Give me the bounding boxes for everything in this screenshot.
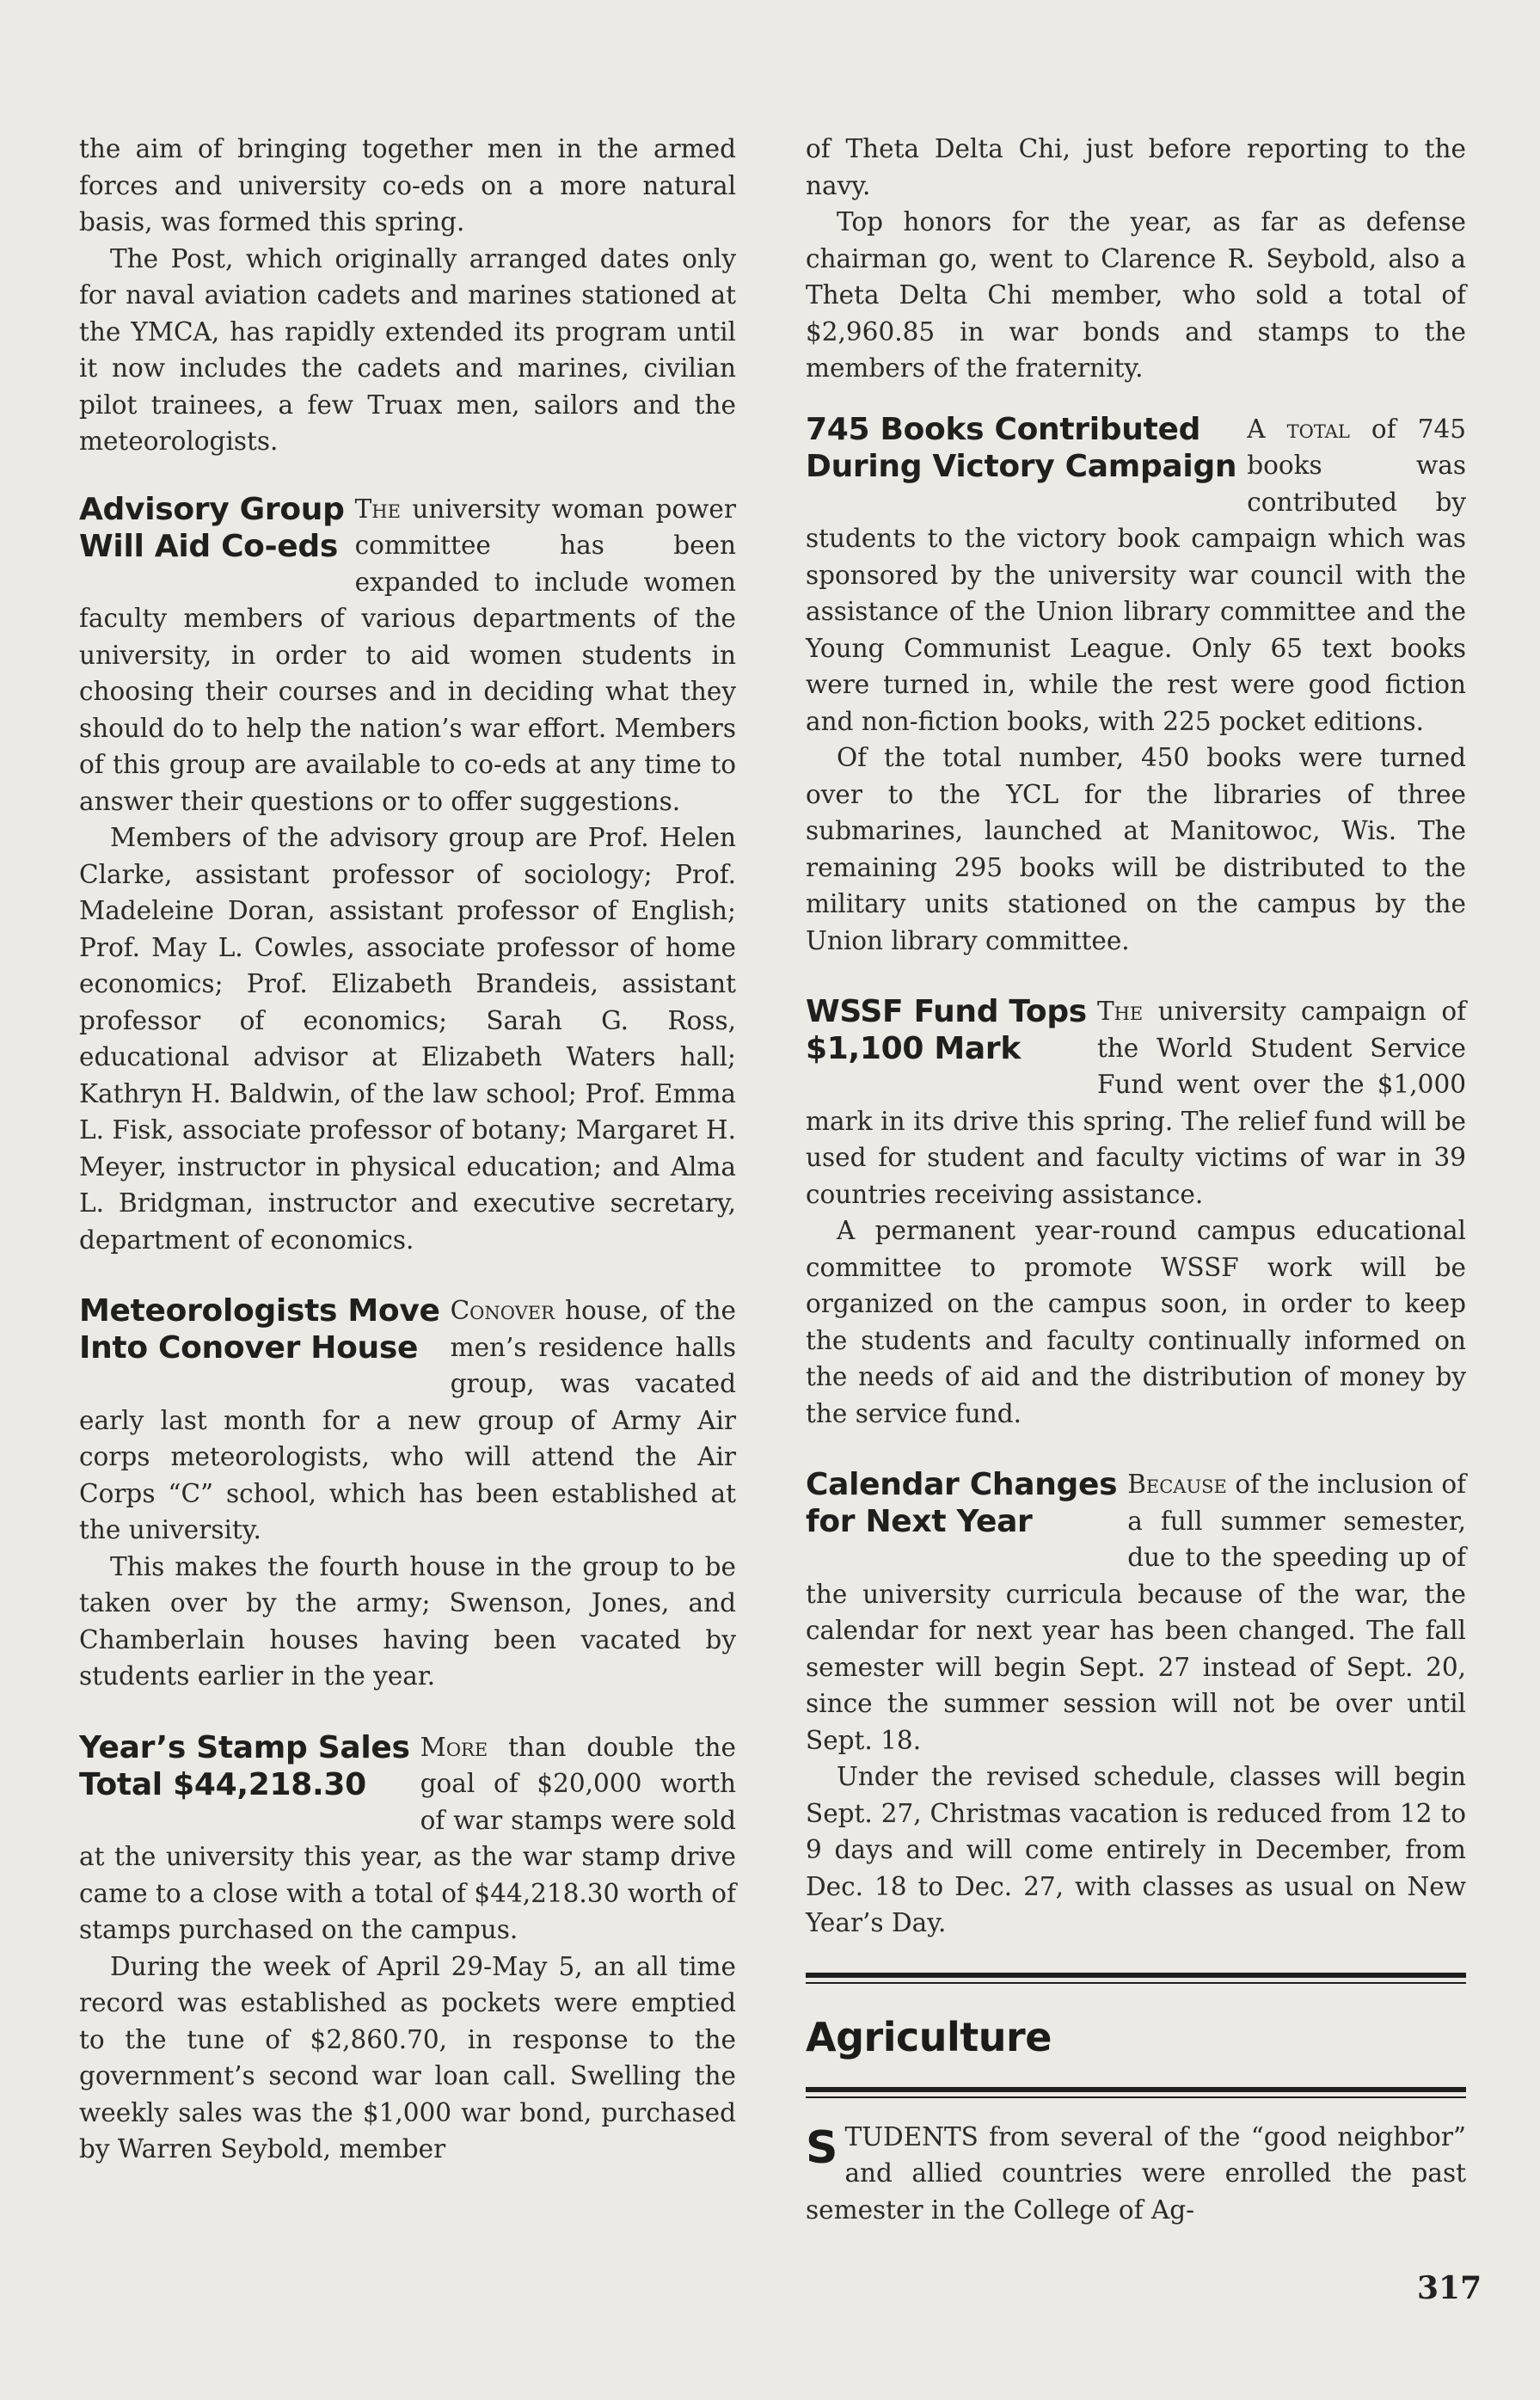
article-headline <box>79 1729 410 1803</box>
divider <box>806 2096 1466 2098</box>
body-paragraph: This makes the fourth house in the group to be taken over by the army; Swenson, Jones, and Chamberlain houses having been vacated by students earlier in the year. <box>79 1551 736 1691</box>
lead-in: The <box>1096 997 1144 1026</box>
article-headline <box>806 993 1087 1067</box>
paragraph-text: of the inclusion of a full summer semester, due to the speeding up of the university curricula because of the war, the calendar for next year has been changed. The fall semester will begin Sept. 27 instead of Sept. 20, since the summer session will not be over until Sept. 18. <box>806 1470 1466 1755</box>
article-headline <box>79 1292 440 1366</box>
paragraph-text: than double the goal of $20,000 worth of war stamps were sold at the university this year, as the war stamp drive came to a close with a total of $44,218.30 worth of stamps purchased on the campus. <box>79 1732 736 1944</box>
headline-line: $1,100 Mark <box>806 1031 1021 1066</box>
calendar-article <box>806 1466 1466 1942</box>
agriculture-article <box>806 2119 1466 2229</box>
page-number: 317 <box>1417 2270 1482 2306</box>
divider <box>806 2087 1466 2092</box>
body-paragraph: During the week of April 29-May 5, an all time record was established as pockets were emptied to the tune of $2,860.70, in response to the government’s second war loan call. Swelling the weekly sales was the $1,000 war bond, purchased by Warren Seybold, member <box>79 1951 736 2164</box>
body-paragraph: Top honors for the year, as far as defense chairman go, went to Clarence R. Seybold, also a Theta Delta Chi member, who sold a total of $2,960.85 in war bonds and stamps to the members of the fraternity. <box>806 207 1466 383</box>
stamp-sales-article <box>79 1729 736 2168</box>
books-article <box>806 411 1466 960</box>
paragraph-text: university campaign of the World Student Service Fund went over the $1,000 mark in its drive this spring. The relief fund will be used for student and faculty victims of war in 39 countries receiving assistance. <box>806 997 1466 1209</box>
drop-cap: S <box>806 2121 838 2174</box>
advisory-group-article <box>79 491 736 1259</box>
headline-line: 745 Books Contributed <box>806 411 1201 447</box>
divider <box>806 1973 1466 1978</box>
body-paragraph: of Theta Delta Chi, just before reporting to the navy. <box>806 134 1466 200</box>
body-paragraph: A permanent year-round campus educational committee to promote WSSF work will be organized on the campus soon, in order to keep the students and faculty continually informed on the needs of aid and the distribution of money by the service fund. <box>806 1216 1466 1428</box>
headline-line: Into Conover House <box>79 1330 419 1366</box>
article-headline <box>806 411 1236 485</box>
divider <box>806 1982 1466 1984</box>
stamp-sales-article-continued <box>806 131 1466 387</box>
lead-in: The <box>354 494 401 524</box>
lead-in: Because <box>1127 1470 1227 1499</box>
lead-in: A total <box>1247 414 1350 444</box>
headline-line: WSSF Fund Tops <box>806 994 1087 1029</box>
section-rule-bottom <box>806 2087 1466 2098</box>
right-column <box>806 131 1466 2228</box>
paragraph-text: of 745 books was contributed by students to the victory book campaign which was sponsored by the university war council with the assistance of the Union library committee and the Young Communist League. Only 65 text books were turned in, while the rest were good fiction and non-fiction books, with 225 pocket editions. <box>806 414 1466 736</box>
body-paragraph: Of the total number, 450 books were turned over to the YCL for the libraries of three submarines, launched at Manitowoc, Wis. The remaining 295 books will be distributed to the military units stationed on the campus by the Union library committee. <box>806 743 1466 955</box>
section-rule-top <box>806 1973 1466 1984</box>
paragraph-text: TUDENTS from several of the “good neighbor” and allied countries were enrolled the past semester in the College of Ag- <box>806 2121 1466 2225</box>
body-paragraph: Members of the advisory group are Prof. Helen Clarke, assistant professor of sociology; Prof. Madeleine Doran, assistant professor of English; Prof. May L. Cowles, associate professor of home economics; Prof. Elizabeth Brandeis, assistant professor of economics; Sarah G. Ross, educational advisor at Elizabeth Waters hall; Kathryn H. Baldwin, of the law school; Prof. Emma L. Fisk, associate professor of botany; Margaret H. Meyer, instructor in physical education; and Alma L. Bridgman, instructor and executive secretary, department of economics. <box>79 823 736 1255</box>
paragraph-text: university woman power committee has been expanded to include women faculty members of various departments of the university, in order to aid women students in choosing their courses and in deciding what they should do to help the nation’s war effort. Members of this group are available to co-eds at any time to answer their questions or to offer suggestions. <box>79 494 736 816</box>
headline-line: Year’s Stamp Sales <box>79 1729 410 1765</box>
headline-line: Total $44,218.30 <box>79 1766 366 1802</box>
lead-in: Conover <box>450 1296 555 1325</box>
headline-line: Meteorologists Move <box>79 1293 440 1329</box>
section-title: Agriculture <box>806 2013 1052 2060</box>
body-paragraph: The Post, which originally arranged dates only for naval aviation cadets and marines stationed at the YMCA, has rapidly extended its program until it now includes the cadets and marines, civilian pilot trainees, a few Truax men, sailors and the meteorologists. <box>79 243 736 456</box>
headline-line: Calendar Changes <box>806 1467 1118 1502</box>
article-headline <box>806 1466 1117 1540</box>
post-article-continued <box>79 131 736 460</box>
headline-line: During Victory Campaign <box>806 448 1237 484</box>
article-headline <box>79 491 345 565</box>
headline-line: Advisory Group <box>79 491 345 527</box>
body-paragraph: Under the revised schedule, classes will begin Sept. 27, Christmas vacation is reduced from 12 to 9 days and will come entirely in December, from Dec. 18 to Dec. 27, with classes as usual on New Year’s Day. <box>806 1762 1466 1937</box>
left-column <box>79 131 736 2168</box>
body-paragraph: the aim of bringing together men in the armed forces and university co-eds on a more natural basis, was formed this spring. <box>79 134 736 236</box>
paragraph-text: house, of the men’s residence halls group, was vacated early last month for a new group of Army Air corps meteorologists, who will attend the Air Corps “C” school, which has been established at the university. <box>79 1296 736 1544</box>
headline-line: for Next Year <box>806 1504 1033 1539</box>
lead-in: More <box>420 1732 488 1762</box>
meteorologists-article <box>79 1292 736 1695</box>
wssf-article <box>806 993 1466 1432</box>
headline-line: Will Aid Co-eds <box>79 528 338 564</box>
body-paragraph <box>806 2119 1466 2229</box>
